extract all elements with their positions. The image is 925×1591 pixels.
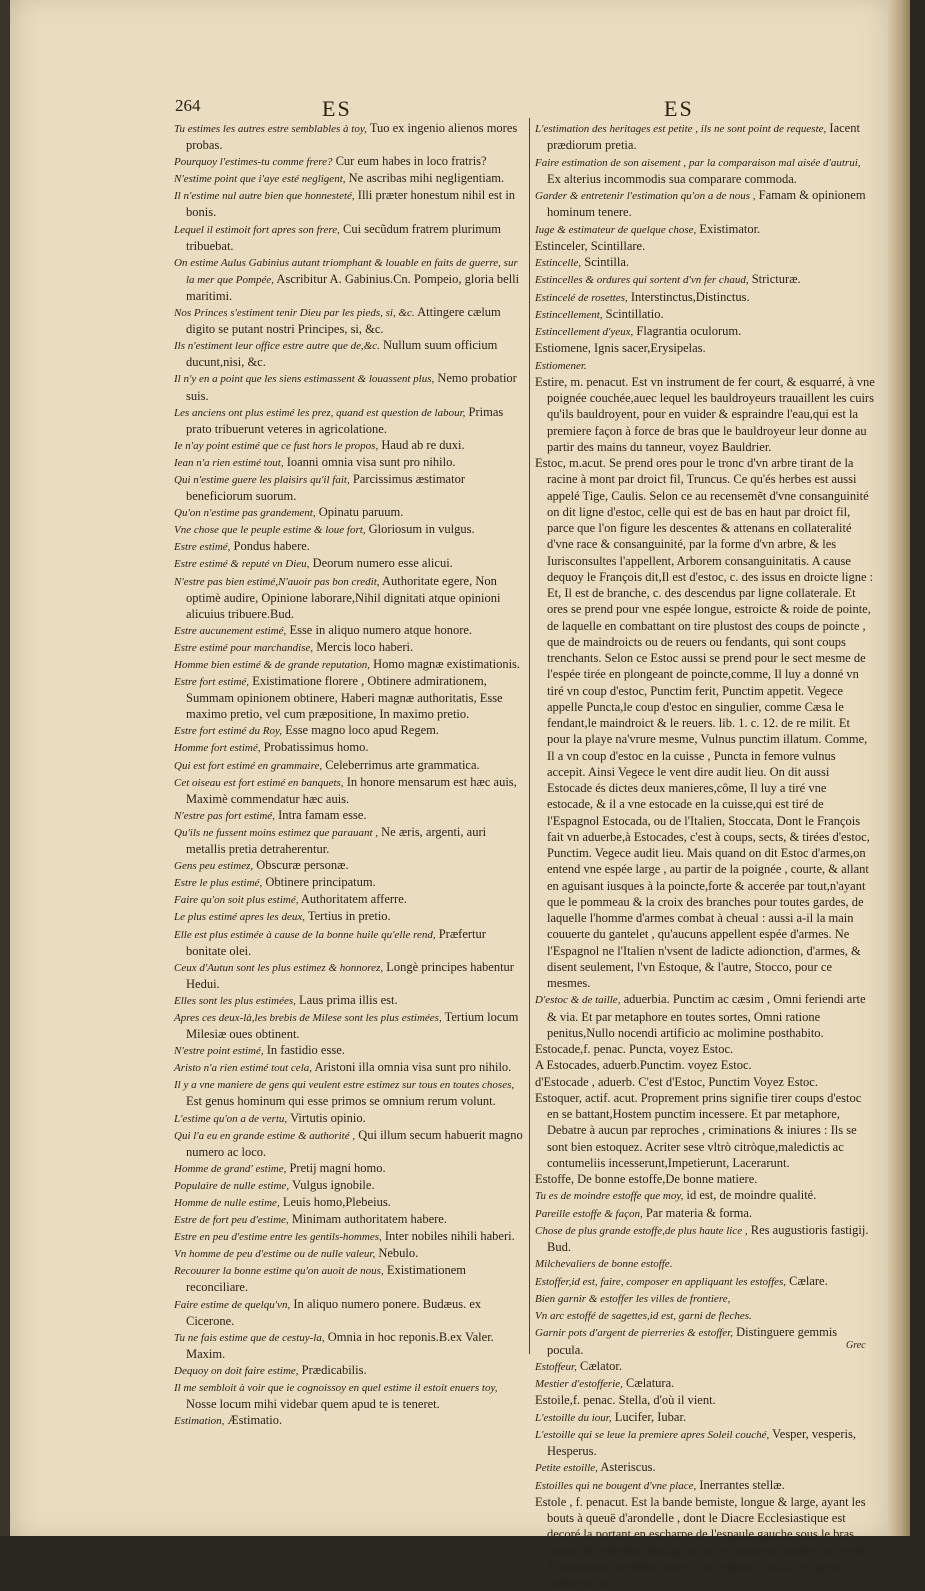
dictionary-entry	[535, 1358, 875, 1375]
entry-latin: Parcissimus æstimator beneficiorum suorum.	[186, 471, 465, 504]
entry-latin: Lucifer, Iubar.	[614, 1409, 687, 1424]
entry-latin: Primas prato tribuerunt veteres in agricolatione.	[186, 404, 504, 436]
entry-french: Faire estimation de son aisement , par la comparaison mal aisée d'autrui,	[535, 156, 861, 169]
entry-french: On estime Aulus Gabinius autant triomphant & louable en faits de guerre, sur la mer que Pompée,	[174, 256, 518, 286]
entry-french: Gens peu estimez,	[174, 860, 254, 873]
dictionary-entry	[174, 807, 524, 824]
dictionary-entry	[535, 1426, 875, 1460]
left-running-head: ES	[322, 96, 352, 121]
entry-latin: Obtinere principatum.	[265, 875, 376, 890]
entry-headword: Estinceler, Scintillare.	[535, 238, 646, 253]
entry-latin: Omnia in hoc reponis.B.ex Valer. Maxim.	[186, 1329, 494, 1361]
dictionary-entry	[174, 153, 524, 170]
entry-french: Aristo n'a rien estimé tout cela,	[174, 1062, 312, 1075]
entry-latin: Tertium locum Milesiæ oues obtinent.	[186, 1009, 519, 1042]
dictionary-entry	[535, 306, 875, 323]
entry-french: Estre estimé & reputé vn Dieu,	[174, 558, 310, 571]
dictionary-entry	[535, 1187, 875, 1204]
entry-french: Estincellement,	[535, 308, 603, 321]
entry-headword: Estire, m. penacut. Est vn instrument de fer court, & esquarré, à vne poignée couchée,auec lequel les bauldroyeurs trauaillent les cuirs qu'ils bauldroyent, pour en vuider & espraindre l'eau,qui est la premiere façon à force de bras que le bauldroyeur leur donne au partir des mains du tanneur, voyez Bauldrier.	[535, 374, 875, 454]
entry-latin: Intra famam esse.	[278, 807, 367, 822]
dictionary-entry	[174, 304, 524, 337]
dictionary-entry	[174, 1379, 524, 1412]
page-number: 264	[175, 96, 201, 115]
dictionary-entry	[174, 573, 524, 622]
entry-latin: Pondus habere.	[233, 539, 310, 554]
entry-french: Apres ces deux-là,les brebis de Milese sont les plus estimées,	[174, 1011, 442, 1024]
entry-latin: Distinguere gemmis pocula.	[547, 1325, 838, 1357]
entry-headword: d'Estocade , aduerb. C'est d'Estoc, Punctim Voyez Estoc.	[535, 1074, 818, 1089]
dictionary-entry	[174, 437, 524, 454]
dictionary-entry	[174, 673, 524, 722]
entry-latin: Mercis loco haberi.	[316, 639, 414, 654]
dictionary-entry	[174, 337, 524, 370]
dictionary-entry	[174, 656, 524, 673]
entry-french: Estre fort estimé,	[174, 676, 250, 689]
entry-french: Bien garnir & estoffer les villes de frontiere,	[535, 1292, 731, 1305]
entry-latin: Par materia & forma.	[645, 1205, 753, 1220]
entry-latin: In honore mensarum est hæc auis, Maximè commendatur hæc auis.	[186, 774, 517, 806]
entry-french: Vn arc estoffé de sagettes,id est, garni de fleches.	[535, 1310, 752, 1322]
entry-french: L'estimation des heritages est petite , ils ne sont point de requeste,	[535, 123, 827, 135]
entry-french: Ie n'ay point estimé que ce fust hors le propos,	[174, 439, 379, 452]
entry-latin: Flagrantia oculorum.	[636, 324, 742, 338]
entry-latin: Qui illum secum habuerit magno numero ac loco.	[186, 1127, 523, 1159]
entry-latin: Ascribitur A. Gabinius.Cn. Pompeio, gloria belli maritimi.	[186, 271, 520, 303]
dictionary-entry	[535, 221, 875, 238]
entry-latin: Ne æris, argenti, auri metallis pretia detraherentur.	[186, 824, 487, 857]
entry-latin: Longè principes habentur Hedui.	[186, 959, 514, 991]
entry-french: Cet oiseau est fort estimé en banquets,	[174, 776, 344, 789]
dictionary-entry	[535, 1494, 875, 1591]
dictionary-entry	[535, 120, 875, 154]
dictionary-entry	[535, 1205, 875, 1222]
dictionary-entry	[535, 340, 875, 356]
dictionary-entry	[535, 271, 875, 288]
right-running-head: ES	[664, 96, 694, 121]
entry-latin: Interstinctus,Distinctus.	[630, 289, 750, 304]
dictionary-entry	[535, 187, 875, 221]
entry-french: Elle est plus estimée à cause de la bonne huile qu'elle rend,	[174, 928, 436, 941]
entry-french: Il me sembloit à voir que ie cognoissoy en quel estime il estoit enuers toy,	[174, 1382, 498, 1395]
book-edge	[0, 0, 10, 1536]
dictionary-entry	[535, 1477, 875, 1494]
entry-french: Estincelle,	[535, 257, 582, 269]
entry-latin: Authoritate egere, Non optimè audire, Opinione laborare,Nihil dignitati atque opinioni alicuius tribuere.Bud.	[186, 573, 501, 621]
entry-french: Qui l'a eu en grande estime & authorité ,	[174, 1129, 356, 1142]
entry-french: Qu'on n'estime pas grandement,	[174, 507, 316, 520]
entry-french: Populaire de nulle estime,	[174, 1179, 290, 1192]
entry-latin: Inerrantes stellæ.	[699, 1477, 785, 1492]
entry-french: N'estre pas fort estimé,	[174, 809, 275, 822]
entry-french: Iuge & estimateur de quelque chose,	[535, 223, 697, 236]
entry-french: Estre fort estimé du Roy,	[174, 725, 283, 738]
entry-headword: Estoquer, actif. acut. Proprement prins signifie tirer coups d'estoc en se battant,Hostem punctim incessere. Et par metaphore, Debatre à aucun par reproches , criminations & iniures : Ils se sont bien estoquez. Acriter sese vltrò citròque,maledictis ac contumeliis incesserunt,Impetierunt, Lacerarunt.	[535, 1090, 862, 1170]
entry-french: Homme bien estimé & de grande reputation,	[174, 659, 371, 671]
entry-latin: aduerbia. Punctim ac cæsim , Omni feriendi arte & via. Et par metaphore en toutes sortes, Omni ratione penitus,Nullo nocendi artificio ac molimine posthabito.	[547, 992, 866, 1040]
entry-latin: Cui secũdum fratrem plurimum tribuebat.	[186, 221, 501, 253]
entry-latin: Asteriscus.	[600, 1460, 656, 1475]
entry-french: Nos Princes s'estiment tenir Dieu par les pieds, si, &c.	[174, 307, 415, 320]
entry-headword: Estoile,f. penac. Stella, d'où il vient.	[535, 1393, 716, 1408]
entry-latin: Attingere cælum digito se putant nostri Principes, si, &c.	[186, 305, 501, 337]
entry-latin: id est, de moindre qualité.	[686, 1188, 817, 1203]
entry-latin: Iacent prædiorum pretia.	[547, 121, 860, 153]
entry-latin: Gloriosum in vulgus.	[368, 522, 475, 537]
dictionary-entry	[535, 1171, 875, 1187]
dictionary-entry	[535, 323, 875, 340]
entry-latin: Ioanni omnia visa sunt pro nihilo.	[286, 454, 456, 469]
page-gutter	[888, 0, 910, 1536]
entry-latin: Deorum numero esse alicui.	[312, 556, 453, 571]
entry-french: Qui est fort estimé en grammaire,	[174, 759, 323, 772]
entry-latin: Scintilla.	[584, 255, 630, 269]
entry-french: Ceux d'Autun sont les plus estimez & honnorez,	[174, 961, 384, 974]
entry-french: Estoilles qui ne bougent d'vne place,	[535, 1479, 697, 1492]
entry-latin: Opinatu paruum.	[318, 505, 404, 520]
dictionary-entry	[535, 1409, 875, 1426]
dictionary-entry	[174, 1211, 524, 1228]
entry-latin: Existimationem reconciliare.	[186, 1263, 466, 1295]
dictionary-entry	[535, 357, 875, 374]
dictionary-entry	[174, 187, 524, 220]
entry-latin: Homo magnæ existimationis.	[373, 657, 521, 671]
entry-latin: Nosse locum mihi videbar quem apud te is teneret.	[186, 1397, 440, 1412]
dictionary-entry	[174, 1042, 524, 1059]
entry-french: Tu estimes les autres estre semblables à toy,	[174, 123, 367, 135]
entry-french: Homme de grand' estime,	[174, 1162, 287, 1175]
entry-latin: Cælatura.	[626, 1376, 675, 1390]
dictionary-entry	[535, 1324, 875, 1358]
entry-french: Estimation,	[174, 1415, 225, 1428]
entry-french: L'estoille qui se leue la premiere apres Soleil couché,	[535, 1428, 770, 1441]
dictionary-entry	[174, 1194, 524, 1211]
entry-french: L'estoille du iour,	[535, 1411, 612, 1424]
dictionary-entry	[174, 757, 524, 774]
dictionary-entry	[174, 370, 524, 403]
dictionary-entry	[174, 1177, 524, 1194]
entry-french: Tu ne fais estime que de cestuy-la,	[174, 1331, 325, 1344]
entry-french: Qui n'estime guere les plaisirs qu'il fait,	[174, 473, 350, 486]
entry-french: Estiomener.	[535, 359, 587, 372]
entry-latin: Vulgus ignobile.	[291, 1177, 375, 1192]
entry-french: Estincellement d'yeux,	[535, 326, 634, 338]
entry-latin: Existimator.	[699, 221, 761, 236]
dictionary-entry	[174, 874, 524, 891]
entry-latin: Stricturæ.	[751, 272, 801, 287]
dictionary-entry	[174, 739, 524, 756]
dictionary-entry	[174, 555, 524, 572]
dictionary-entry	[174, 722, 524, 739]
entry-french: Qu'ils ne fussent moins estimez que parauant ,	[174, 826, 379, 839]
entry-latin: Vesper, vesperis, Hesperus.	[547, 1426, 856, 1458]
entry-latin: Haud ab re duxi.	[381, 437, 465, 452]
entry-latin: Tuo ex ingenio alienos mores probas.	[186, 121, 518, 153]
entry-french: Tu es de moindre estoffe que moy,	[535, 1190, 684, 1203]
dictionary-entry	[535, 1222, 875, 1256]
dictionary-entry	[174, 992, 524, 1009]
dictionary-entry	[174, 926, 524, 959]
entry-french: N'estime point que i'aye esté negligent,	[174, 173, 346, 186]
entry-latin: Inter nobiles nihili haberi.	[384, 1229, 515, 1244]
dictionary-entry	[535, 1459, 875, 1476]
dictionary-entry	[174, 959, 524, 992]
catchword: Grec	[846, 1340, 866, 1351]
entry-latin: Aristoni illa omnia visa sunt pro nihilo.	[314, 1060, 512, 1075]
dictionary-entry	[174, 857, 524, 874]
dictionary-entry	[535, 374, 875, 455]
entry-latin: Laus prima illis est.	[299, 992, 398, 1007]
entry-latin: Præfertur bonitate olei.	[186, 926, 486, 958]
dictionary-entry	[174, 454, 524, 471]
column-divider	[529, 118, 530, 1354]
entry-french: Estre de fort peu d'estime,	[174, 1214, 289, 1227]
right-column	[535, 120, 875, 1591]
dictionary-entry	[174, 1059, 524, 1076]
dictionary-entry	[174, 824, 524, 857]
entry-french: Faire estime de quelqu'vn,	[174, 1298, 291, 1311]
left-column	[174, 120, 524, 1429]
entry-french: Le plus estimé apres les deux,	[174, 911, 305, 924]
dictionary-entry	[174, 504, 524, 521]
entry-french: D'estoc & de taille,	[535, 994, 621, 1007]
dictionary-entry	[174, 1296, 524, 1329]
entry-french: L'estime qu'on a de vertu,	[174, 1112, 288, 1125]
entry-french: N'estre pas bien estimé,N'auoir pas bon credit,	[174, 575, 380, 588]
entry-latin: Obscuræ personæ.	[256, 858, 349, 873]
entry-french: Homme de nulle estime,	[174, 1197, 280, 1209]
entry-french: Pareille estoffe & façon,	[535, 1207, 643, 1220]
entry-french: Elles sont les plus estimées,	[174, 994, 296, 1007]
dictionary-entry	[174, 1329, 524, 1362]
entry-latin: Nullum suum officium ducunt,nisi, &c.	[186, 338, 498, 370]
dictionary-entry	[174, 1110, 524, 1127]
entry-latin: Authoritatem afferre.	[300, 892, 407, 907]
entry-french: Mestier d'estofferie,	[535, 1378, 623, 1390]
entry-headword: Estocade,f. penac. Puncta, voyez Estoc.	[535, 1042, 734, 1056]
entry-latin: Virtutis opinio.	[290, 1110, 366, 1125]
entry-french: Dequoy on doit faire estime,	[174, 1364, 299, 1377]
dictionary-entry	[535, 1057, 875, 1073]
entry-french: Estoffer,id est, faire, composer en appliquant les estoffes,	[535, 1275, 787, 1288]
dictionary-entry	[174, 774, 524, 807]
entry-french: Les anciens ont plus estimé les prez, quand est question de labour,	[174, 406, 466, 419]
dictionary-entry	[535, 1392, 875, 1408]
entry-french: Estre aucunement estimé,	[174, 624, 287, 637]
dictionary-entry	[174, 1262, 524, 1295]
entry-latin: Scintillatio.	[605, 306, 664, 321]
dictionary-entry	[174, 538, 524, 555]
dictionary-entry	[174, 1228, 524, 1245]
dictionary-entry	[174, 120, 524, 153]
entry-latin: Prædicabilis.	[301, 1362, 367, 1377]
dictionary-entry	[174, 891, 524, 908]
entry-headword: Estoc, m.acut. Se prend ores pour le tronc d'vn arbre tirant de la racine à mont par droict fil, Truncus. Ce qu'és herbes est aussi appelé Tige, Caulis. Selon ce au recensemẽt d'vne consanguinité on dit ligne d'estoc, celle qui est de bas en haut par droict fil, parce que l'on figure les descentes & attenans en collateralité d'vne race & consanguinité, par la forme d'vn arbre, & les Iurisconsultes l'appellent, Arborem consanguinitatis. A cause dequoy le François dit,Il est d'estoc, c. des issus en droicte ligne : Et, Il est de branche, c. des descendus par ligne collaterale. Et ores se prend pour vne espée longue, estroicte & roide de pointe, de laquelle en combattant on tire plustost des coups de poincte , que de maindroicts ou de reuers ou fendants, qui sont coups trenchants. Selon ce Estoc aussi se prend pour le sect mesme de l'espée tirée en plongeant de poincte,comme, Il luy a donné vn tiré vn coup d'estoc, Punctim ferit, Punctim appetit. Vegece appelle Puncta,le coup d'estoc en singulier, comme Cæsa le fendant,le maindroict & le reuers. lib. 1. c. 12. de re milit. Et pour la playe na'vrure mesme, Vulnus punctim illatum. Comme, Il a vn coup d'estoc en la cuisse , Puncta in femore vulnus accepit. Ainsi Vegece le vent dire audit lieu. On dit aussi Estocade és dictes deux manieres,côme, Il luy a tiré vne estocade, & il a vne estocade en la cuisse,qui est tiré de l'Espagnol Estocada, ou de l'Italien, Stoccata, Dont le François fait vn aduerbe,à Estocades, c'est à coups, sects, & tirées d'estoc, Punctim. Vegece audit lieu. Mais quand on dit Estoc d'armes,on entend vne espée large , au partir de la poignée , courte, & allant en aguisant iusques à la poincte,forte & accerée par tout,n'ayant que le pommeau & la croix des branches pour toutes gardes, de laquelle l'homme d'armes combat à cheual : aussi a-il la main couuerte du gantelet , qu'aucuns appellent espée d'armes. Ne l'Espagnol ne l'Italien n'vsent de ladicte adionction, d'armes, & disent seulement, l'vn Estoque, & l'autre, Stocco, pour ce mesmes.	[535, 456, 874, 990]
entry-french: Estre le plus estimé,	[174, 877, 263, 890]
dictionary-entry	[174, 1127, 524, 1160]
entry-latin: Famam & opinionem hominum tenere.	[547, 188, 866, 220]
entry-latin: Est genus hominum qui esse primos se omnium rerum volunt.	[186, 1094, 496, 1109]
dictionary-entry	[174, 1412, 524, 1429]
dictionary-entry	[535, 154, 875, 188]
entry-latin: Ne ascribas mihi negligentiam.	[348, 171, 505, 186]
entry-latin: In aliquo numero ponere. Budæus. ex Cicerone.	[186, 1296, 482, 1328]
entry-latin: Esse magno loco apud Regem.	[285, 723, 439, 738]
entry-french: Garder & entretenir l'estimation qu'on a de nous ,	[535, 190, 756, 202]
entry-latin: Nemo probatior suis.	[186, 371, 517, 403]
dictionary-entry	[535, 238, 875, 254]
dictionary-entry	[174, 1362, 524, 1379]
entry-french: Il n'estime nul autre bien que honnesteté,	[174, 190, 355, 203]
entry-french: Chose de plus grande estoffe,de plus haute lice ,	[535, 1224, 748, 1237]
entry-french: Estincelé de rosettes,	[535, 291, 628, 304]
dictionary-entry	[535, 1041, 875, 1057]
dictionary-entry	[174, 1245, 524, 1262]
dictionary-entry	[174, 254, 524, 304]
entry-french: Vne chose que le peuple estime & loue fort,	[174, 524, 366, 537]
entry-french: Ils n'estiment leur office estre autre que de,&c.	[174, 340, 380, 353]
entry-french: N'estre point estimé,	[174, 1045, 264, 1058]
entry-headword: Estiomene, Ignis sacer,Erysipelas.	[535, 341, 706, 356]
dictionary-entry	[174, 221, 524, 254]
entry-latin: Illi præter honestum nihil est in bonis.	[186, 188, 516, 220]
dictionary-entry	[174, 1160, 524, 1177]
entry-latin: Res augustioris fastigij. Bud.	[547, 1222, 869, 1254]
entry-headword: A Estocades, aduerb.Punctim. voyez Estoc.	[535, 1058, 752, 1073]
entry-french: Recouurer la bonne estime qu'on auoit de nous,	[174, 1265, 384, 1278]
entry-latin: Celeberrimus arte grammatica.	[325, 757, 480, 772]
dictionary-entry	[535, 1255, 875, 1272]
dictionary-entry	[174, 639, 524, 656]
dictionary-entry	[174, 170, 524, 187]
entry-french: Pourquoy l'estimes-tu comme frere?	[174, 156, 333, 169]
entry-headword: Estole , f. penacut. Est la bande bemiste, longue & large, ayant les bouts à queuë d'arondelle , dont le Diacre Ecclesiastique est decoré la portant en escharpe de l'espaule gauche sous le bras droict, & le prestre pendant du col en cornette croisée sur le pis, & retroussée des deux costez à la ceinture, Stola. Les deux viennent du	[535, 1494, 867, 1590]
dictionary-entry	[535, 1307, 875, 1324]
entry-latin: Existimatione florere , Obtinere admirationem, Summam opinionem obtinere, Haberi magnæ authoritatis, Esse maximo pretio, vel cum præpositione, In maximo pretio.	[186, 674, 503, 722]
entry-latin: Cur eum habes in loco fratris?	[335, 154, 487, 169]
dictionary-entry	[535, 254, 875, 271]
entry-french: Estre en peu d'estime entre les gentils-hommes,	[174, 1231, 382, 1244]
dictionary-entry	[535, 455, 875, 991]
entry-french: Estre estimé pour marchandise,	[174, 641, 314, 654]
dictionary-entry	[174, 908, 524, 925]
dictionary-entry	[535, 1290, 875, 1307]
entry-french: Garnir pots d'argent de pierreries & estoffer,	[535, 1327, 733, 1340]
dictionary-entry	[174, 1009, 524, 1042]
entry-french: Homme fort estimé,	[174, 742, 261, 755]
dictionary-entry	[535, 1273, 875, 1290]
entry-french: Il y a vne maniere de gens qui veulent estre estimez sur tous en toutes choses,	[174, 1079, 515, 1092]
entry-latin: Minimam authoritatem habere.	[291, 1212, 447, 1227]
entry-french: Estoffeur,	[535, 1360, 577, 1373]
entry-french: Iean n'a rien estimé tout,	[174, 456, 284, 469]
entry-latin: Cælare.	[789, 1273, 828, 1288]
entry-french: Faire qu'on soit plus estimé,	[174, 894, 299, 907]
entry-latin: Esse in aliquo numero atque honore.	[289, 622, 473, 637]
entry-headword: Estoffe, De bonne estoffe,De bonne matiere.	[535, 1172, 758, 1186]
entry-latin: Pretij magni homo.	[289, 1160, 386, 1175]
entry-latin: Ex alterius incommodis sua comparare commoda.	[547, 171, 797, 186]
dictionary-entry	[535, 991, 875, 1041]
entry-latin: Tertius in pretio.	[307, 909, 391, 924]
dictionary-entry	[174, 1076, 524, 1109]
entry-french: Milchevaliers de bonne estoffe.	[535, 1258, 673, 1271]
dictionary-entry	[535, 1090, 875, 1171]
entry-latin: Cælator.	[580, 1358, 623, 1373]
dictionary-entry	[535, 1074, 875, 1090]
entry-french: Il n'y en a point que les siens estimassent & louassent plus,	[174, 373, 435, 386]
entry-french: Vn homme de peu d'estime ou de nulle valeur,	[174, 1248, 376, 1261]
entry-latin: Probatissimus homo.	[263, 740, 369, 755]
entry-french: Lequel il estimoit fort apres son frere,	[174, 223, 340, 236]
dictionary-entry	[535, 289, 875, 306]
dictionary-entry	[535, 1375, 875, 1392]
entry-french: Petite estoille,	[535, 1462, 598, 1475]
dictionary-entry	[174, 404, 524, 437]
entry-french: Estre estimé,	[174, 541, 231, 554]
entry-latin: In fastidio esse.	[266, 1043, 345, 1058]
dictionary-entry	[174, 622, 524, 639]
entry-latin: Æstimatio.	[227, 1413, 283, 1428]
dictionary-entry	[174, 471, 524, 504]
entry-french: Estincelles & ordures qui sortent d'vn fer chaud,	[535, 274, 749, 287]
entry-latin: Nebulo.	[378, 1246, 419, 1261]
entry-latin: Leuis homo,Plebeius.	[282, 1195, 391, 1209]
dictionary-entry	[174, 521, 524, 538]
